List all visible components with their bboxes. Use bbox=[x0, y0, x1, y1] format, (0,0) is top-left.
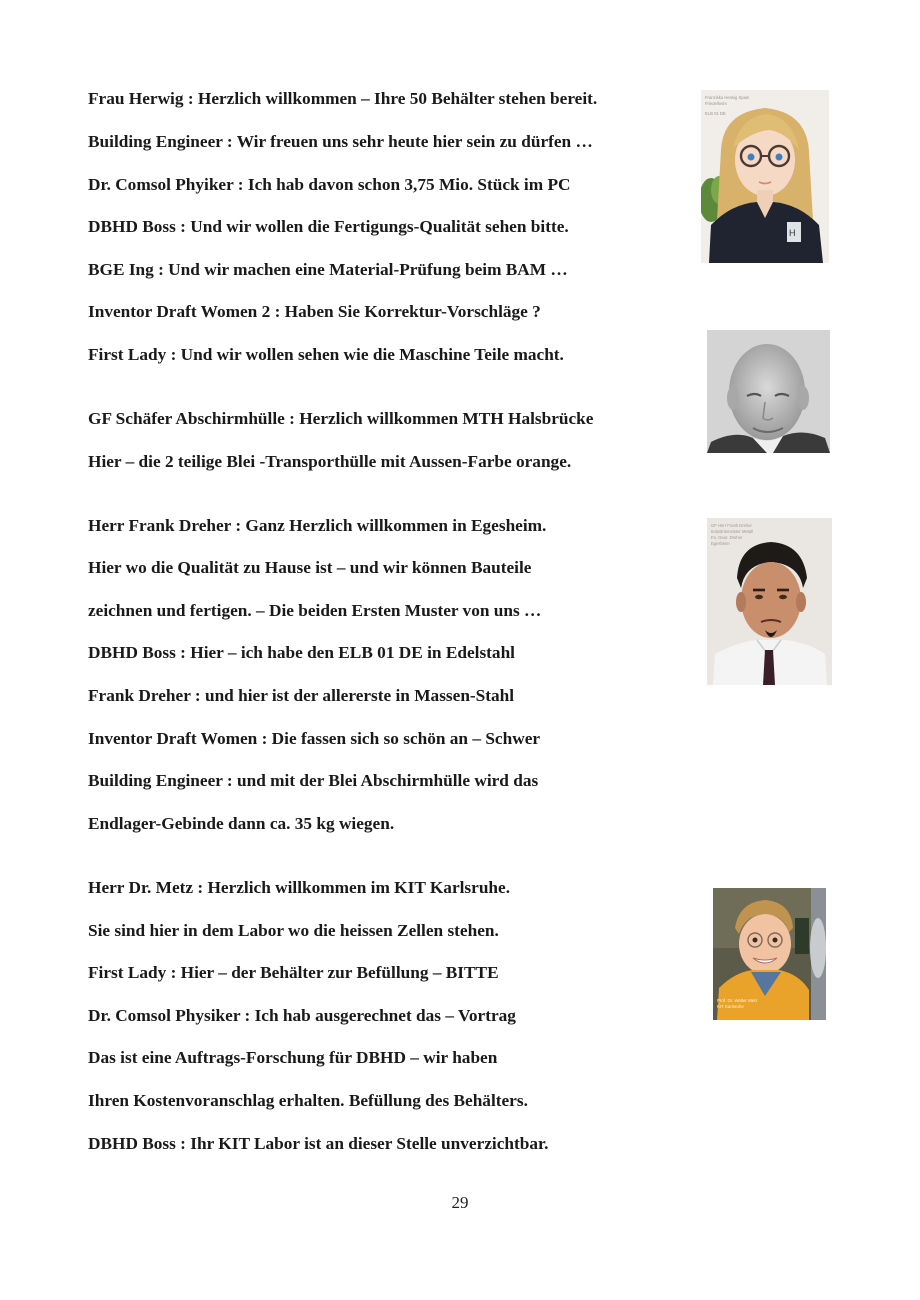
dialogue-line: Inventor Draft Women 2 : Haben Sie Korrektur-Vorschläge ? bbox=[88, 302, 541, 321]
dialogue-line: Hier – die 2 teilige Blei -Transporthülle mit Aussen-Farbe orange. bbox=[88, 452, 572, 471]
dialogue-line: Sie sind hier in dem Labor wo die heissen Zellen stehen. bbox=[88, 921, 499, 940]
dialogue-line: DBHD Boss : Ihr KIT Labor ist an dieser Stelle unverzichtbar. bbox=[88, 1134, 549, 1153]
dialogue-line: Inventor Draft Women : Die fassen sich so schön an – Schwer bbox=[88, 729, 541, 748]
dialogue-line: Dr. Comsol Phyiker : Ich hab davon schon 3,75 Mio. Stück im PC bbox=[88, 175, 571, 194]
dialogue-line: Herr Dr. Metz : Herzlich willkommen im KIT Karlsruhe. bbox=[88, 878, 511, 897]
portrait-metz-image bbox=[713, 888, 826, 1020]
svg-text:GF Herr Frank Dreher: GF Herr Frank Dreher bbox=[711, 523, 752, 528]
dialogue-line: Dr. Comsol Physiker : Ich hab ausgerechnet das – Vortrag bbox=[88, 1006, 516, 1025]
dialogue-line: zeichnen und fertigen. – Die beiden Ersten Muster von uns … bbox=[88, 601, 542, 620]
dialogue-line: First Lady : Hier – der Behälter zur Befüllung – BITTE bbox=[88, 963, 499, 982]
dialogue-line: Das ist eine Auftrags-Forschung für DBHD – wir haben bbox=[88, 1048, 498, 1067]
svg-text:Industriemeister Metall: Industriemeister Metall bbox=[711, 529, 754, 534]
svg-text:Egesheim: Egesheim bbox=[711, 541, 730, 546]
svg-text:Fa. Geor. Dreher: Fa. Geor. Dreher bbox=[711, 535, 743, 540]
dialogue-line: BGE Ing : Und wir machen eine Material-Prüfung beim BAM … bbox=[88, 260, 568, 279]
svg-text:H: H bbox=[789, 228, 796, 238]
dialogue-line: DBHD Boss : Und wir wollen die Fertigungs-Qualität sehen bitte. bbox=[88, 217, 569, 236]
dialogue-line: Frau Herwig : Herzlich willkommen – Ihre 50 Behälter stehen bereit. bbox=[88, 89, 598, 108]
dialogue-line: Building Engineer : und mit der Blei Abschirmhülle wird das bbox=[88, 771, 539, 790]
portrait-dreher-image bbox=[707, 518, 832, 685]
page-number: 29 bbox=[451, 1193, 469, 1212]
svg-text:ELB 01 DE: ELB 01 DE bbox=[705, 111, 726, 116]
svg-text:KIT Karlsruhe: KIT Karlsruhe bbox=[717, 1004, 744, 1009]
portrait-herwig-image bbox=[701, 90, 829, 263]
svg-text:Prof. Dr. Walter Metz: Prof. Dr. Walter Metz bbox=[717, 998, 758, 1003]
dialogue-line: DBHD Boss : Hier – ich habe den ELB 01 DE in Edelstahl bbox=[88, 643, 515, 662]
dialogue-line: GF Schäfer Abschirmhülle : Herzlich willkommen MTH Halsbrücke bbox=[88, 409, 594, 428]
svg-text:Friedelheim: Friedelheim bbox=[705, 101, 727, 106]
dialogue-line: First Lady : Und wir wollen sehen wie die Maschine Teile macht. bbox=[88, 345, 564, 364]
svg-text:Franziska Herwig Spain: Franziska Herwig Spain bbox=[705, 95, 750, 100]
dialogue-line: Frank Dreher : und hier ist der allererste in Massen-Stahl bbox=[88, 686, 515, 705]
dialogue-line: Endlager-Gebinde dann ca. 35 kg wiegen. bbox=[88, 814, 395, 833]
dialogue-line: Ihren Kostenvoranschlag erhalten. Befüllung des Behälters. bbox=[88, 1091, 528, 1110]
portrait-schaefer-image bbox=[707, 330, 830, 453]
dialogue-line: Hier wo die Qualität zu Hause ist – und wir können Bauteile bbox=[88, 558, 532, 577]
dialogue-line: Herr Frank Dreher : Ganz Herzlich willkommen in Egesheim. bbox=[88, 516, 547, 535]
dialogue-line: Building Engineer : Wir freuen uns sehr heute hier sein zu dürfen … bbox=[88, 132, 593, 151]
